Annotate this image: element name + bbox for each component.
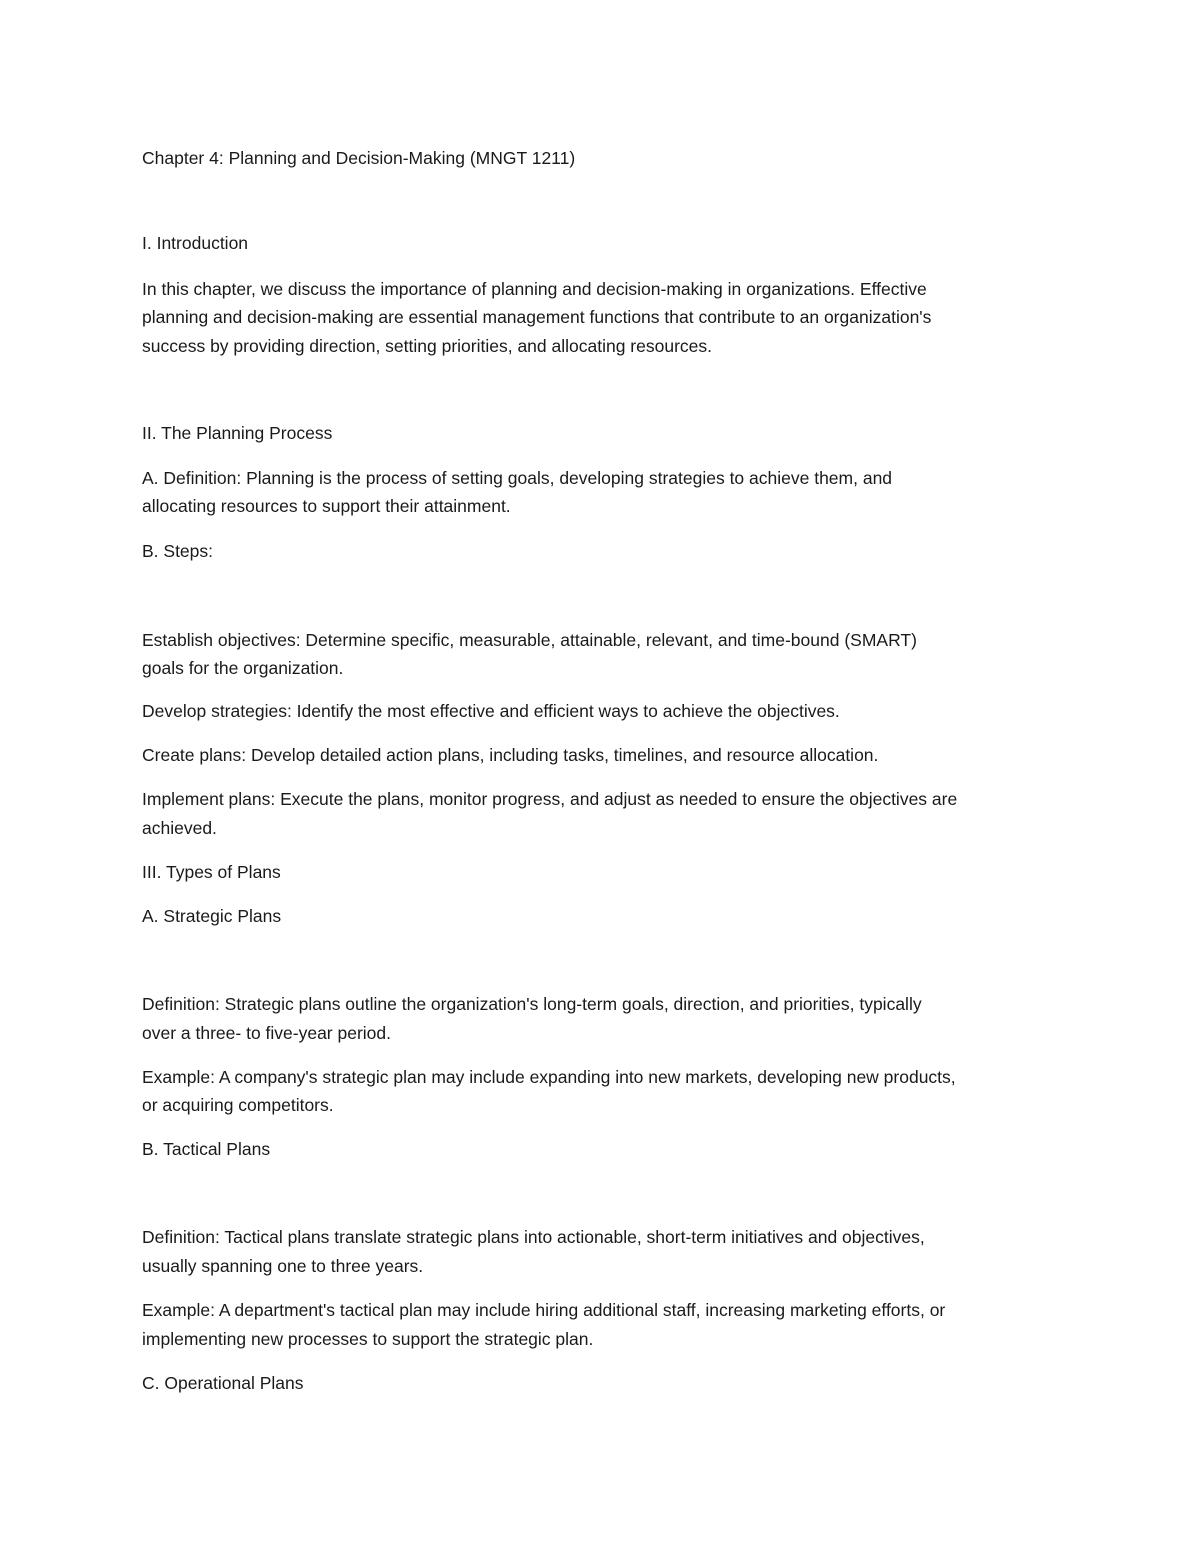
- steps-heading: B. Steps:: [142, 541, 214, 561]
- document-title: Chapter 4: Planning and Decision-Making (MNGT 1211): [142, 148, 576, 168]
- step-develop-strategies: Develop strategies: Identify the most effective and efficient ways to achieve the objectives.: [142, 701, 840, 721]
- strategic-definition-line: over a three- to five-year period.: [142, 1023, 392, 1043]
- intro-text-line: planning and decision-making are essential management functions that contribute to an organization's: [142, 307, 932, 327]
- strategic-example-line: Example: A company's strategic plan may include expanding into new markets, developing new products,: [142, 1067, 956, 1087]
- section-heading-introduction: I. Introduction: [142, 233, 249, 253]
- intro-text-line: In this chapter, we discuss the importance of planning and decision-making in organizations. Effective: [142, 279, 927, 299]
- operational-plans-heading: C. Operational Plans: [142, 1373, 304, 1393]
- intro-text-line: success by providing direction, setting priorities, and allocating resources.: [142, 336, 713, 356]
- tactical-example-line: Example: A department's tactical plan may include hiring additional staff, increasing marketing efforts, or: [142, 1300, 946, 1320]
- step-implement-plans: Implement plans: Execute the plans, monitor progress, and adjust as needed to ensure the objectives are: [142, 789, 958, 809]
- strategic-definition-line: Definition: Strategic plans outline the organization's long-term goals, direction, and priorities, typically: [142, 994, 922, 1014]
- step-establish-objectives: goals for the organization.: [142, 658, 344, 678]
- step-create-plans: Create plans: Develop detailed action plans, including tasks, timelines, and resource allocation.: [142, 745, 879, 765]
- step-implement-plans: achieved.: [142, 818, 217, 838]
- strategic-example-line: or acquiring competitors.: [142, 1095, 334, 1115]
- tactical-definition-line: usually spanning one to three years.: [142, 1256, 424, 1276]
- tactical-definition-line: Definition: Tactical plans translate strategic plans into actionable, short-term initiatives and objectives,: [142, 1227, 925, 1247]
- section-heading-planning-process: II. The Planning Process: [142, 423, 333, 443]
- strategic-plans-heading: A. Strategic Plans: [142, 906, 282, 926]
- tactical-plans-heading: B. Tactical Plans: [142, 1139, 271, 1159]
- step-establish-objectives: Establish objectives: Determine specific, measurable, attainable, relevant, and time-bound (SMART): [142, 630, 917, 650]
- planning-definition-line: A. Definition: Planning is the process of setting goals, developing strategies to achieve them, and: [142, 468, 893, 488]
- section-heading-types-of-plans: III. Types of Plans: [142, 862, 281, 882]
- tactical-example-line: implementing new processes to support the strategic plan.: [142, 1329, 594, 1349]
- planning-definition-line: allocating resources to support their attainment.: [142, 496, 511, 516]
